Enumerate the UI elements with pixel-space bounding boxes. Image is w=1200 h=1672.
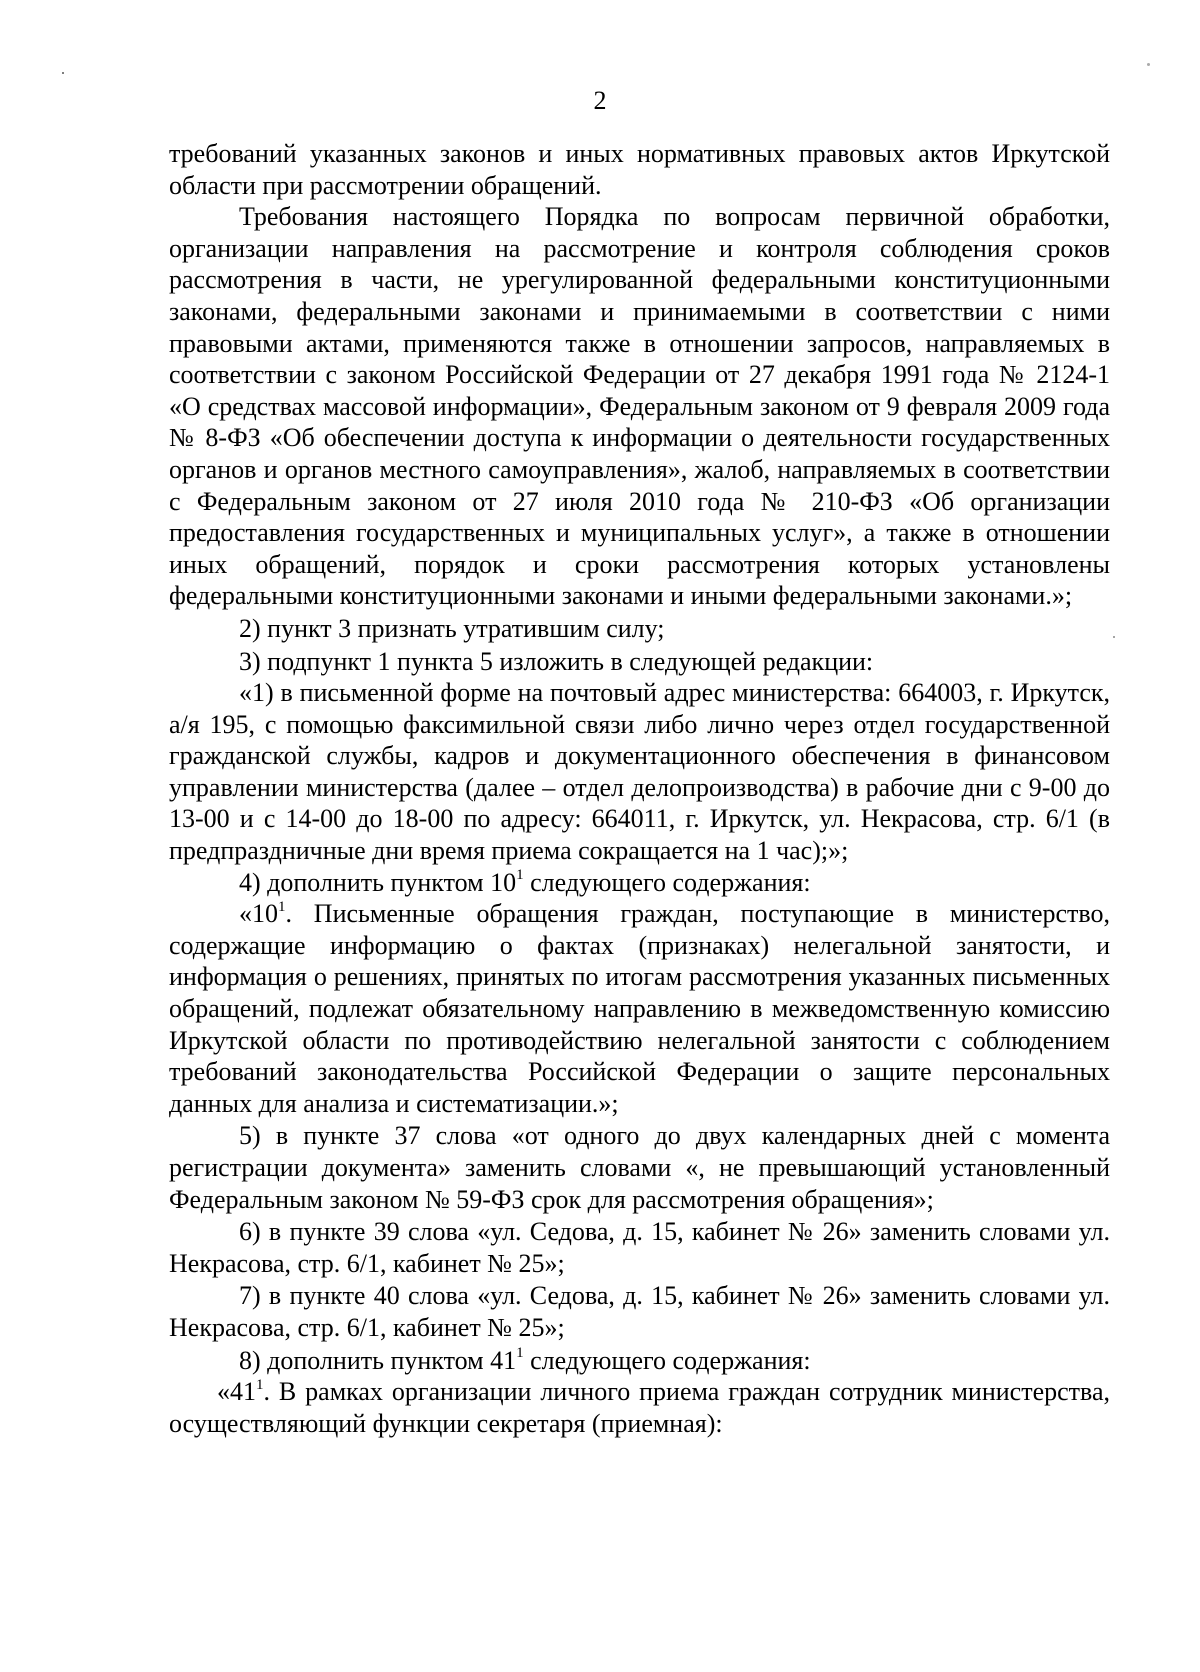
paragraph-item-2: 2) пункт 3 признать утратившим силу; xyxy=(239,613,665,643)
paragraph-item-4-text-start: «10 xyxy=(239,899,278,929)
document-body xyxy=(169,138,1110,1439)
paragraph-item-8 xyxy=(169,1345,1110,1377)
paragraph-requirements: Требования настоящего Порядка по вопросам первичной обработки, организации направления на рассмотрение и контроля соблюдения сроков рассмотрения в части, не урегулированной федеральными конституционными законами, федеральными законами и принимаемыми в соответствии с ними правовыми актами, применяются также в отношении запросов, направляемых в соответствии с законом Российской Федерации от 27 декабря 1991 года № 2124-1 «О средствах массовой информации», Федеральным законом от 9 февраля 2009 года № 8-ФЗ «Об обеспечении доступа к информации о деятельности государственных органов и органов местного самоуправления», жалоб, направляемых в соответствии с Федеральным законом от 27 июля 2010 года № 210-ФЗ «Об организации предоставления государственных и муниципальных услуг», а также в отношении иных обращений, порядок и сроки рассмотрения которых установлены федеральными конституционными законами и иными федеральными законами.»; xyxy=(169,202,1110,611)
paragraph-item-8-text-start: «41 xyxy=(217,1377,256,1407)
paragraph-item-7: 7) в пункте 40 слова «ул. Седова, д. 15, кабинет № 26» заменить словами ул. Некрасова, стр. 6/1, кабинет № 25»; xyxy=(169,1281,1110,1342)
paragraph-item-3-text: «1) в письменной форме на почтовый адрес министерства: 664003, г. Иркутск, а/я 195, с помощью факсимильной связи либо лично через отдел государственной гражданской службы, кадров и документационного обеспечения в финансовом управлении министерства (далее – отдел делопроизводства) в рабочие дни с 9-00 до 13-00 и с 14-00 до 18-00 по адресу: 664011, г. Иркутск, ул. Некрасова, стр. 6/1 (в предпраздничные дни время приема сокращается на 1 час);»; xyxy=(169,678,1110,866)
paragraph-item-8-text-end: . В рамках организации личного приема граждан сотрудник министерства, осуществляющий функции секретаря (приемная): xyxy=(169,1377,1110,1438)
paragraph-continuation: требований указанных законов и иных нормативных правовых актов Иркутской области при рассмотрении обращений. xyxy=(169,139,1110,200)
paragraph-item-4 xyxy=(169,867,1110,899)
paragraph-item-3: 3) подпункт 1 пункта 5 изложить в следующей редакции: xyxy=(239,646,874,676)
paragraph-item-6: 6) в пункте 39 слова «ул. Седова, д. 15, кабинет № 26» заменить словами ул. Некрасова, стр. 6/1, кабинет № 25»; xyxy=(169,1217,1110,1278)
superscript: 1 xyxy=(516,1344,524,1361)
paragraph-item-8-text xyxy=(169,1376,1110,1439)
scan-speck xyxy=(1113,636,1115,638)
paragraph-item-4-text xyxy=(169,898,1110,1119)
page-number: 2 xyxy=(593,86,607,115)
scan-speck xyxy=(1147,63,1150,66)
superscript: 1 xyxy=(516,867,524,883)
paragraph-item-4-start: 4) дополнить пунктом 10 xyxy=(239,867,517,897)
paragraph-item-5: 5) в пункте 37 слова «от одного до двух календарных дней с момента регистрации документа» заменить словами «, не превышающий установленный Федеральным законом № 59-ФЗ срок для рассмотрения обращения»; xyxy=(169,1121,1110,1214)
paragraph-item-4-text-end: . Письменные обращения граждан, поступающие в министерство, содержащие информацию о фактах (признаках) нелегальной занятости, и информация о решениях, принятых по итогам рассмотрения указанных письменных обращений, подлежат обязательному направлению в межведомственную комиссию Иркутской области по противодействию нелегальной занятости с соблюдением требований законодательства Российской Федерации о защите персональных данных для анализа и систематизации.»; xyxy=(169,899,1110,1118)
scan-speck xyxy=(62,72,64,74)
paragraph-item-8-end: следующего содержания: xyxy=(523,1345,811,1375)
paragraph-item-4-end: следующего содержания: xyxy=(523,867,811,897)
paragraph-item-8-start: 8) дополнить пунктом 41 xyxy=(239,1345,517,1375)
superscript: 1 xyxy=(256,1376,264,1393)
superscript: 1 xyxy=(278,898,286,915)
